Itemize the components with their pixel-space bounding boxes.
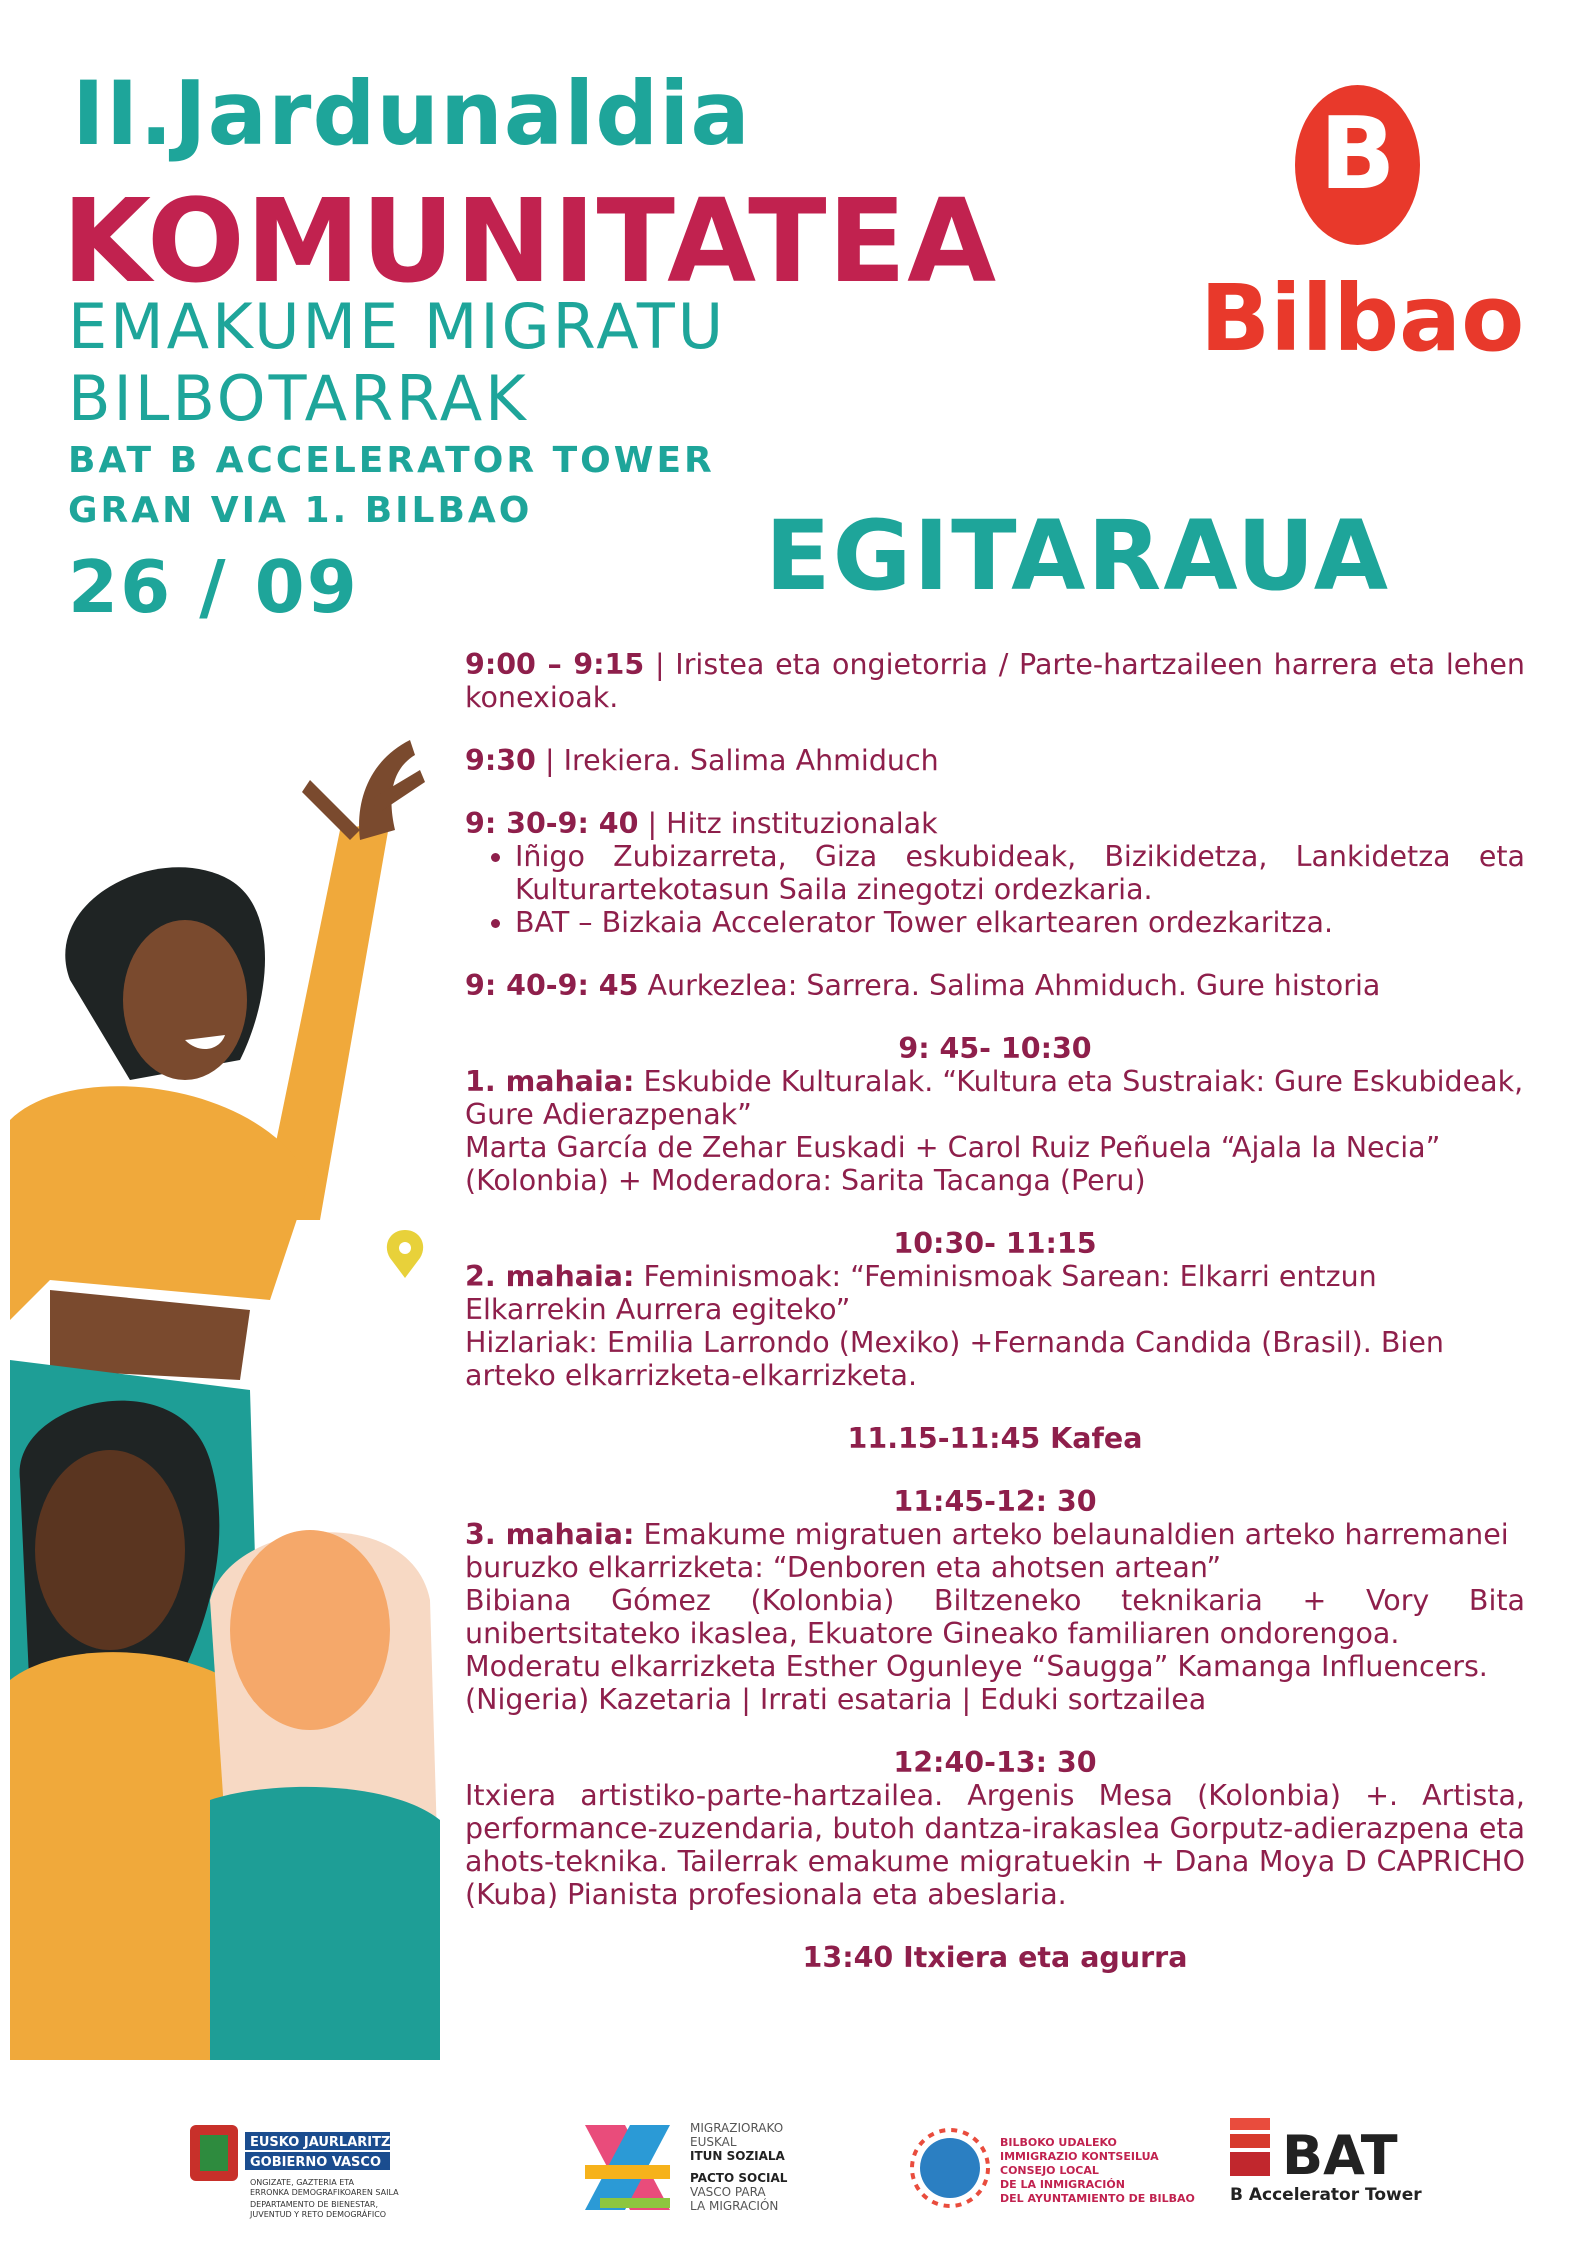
venue-address: GRAN VIA 1. BILBAO [68, 490, 533, 531]
schedule-item-table2 [465, 1227, 1525, 1392]
bil-line4: DE LA INMIGRACIÓN [1000, 2178, 1125, 2191]
immigration-council-logo [912, 2130, 1195, 2206]
bil-line1: BILBOKO UDALEKO [1000, 2136, 1117, 2149]
schedule-text: Itxiera artistiko-parte-hartzailea. Argenis Mesa (Kolonbia) +. Artista, performance-zuzendaria, butoh dantza-irakaslea Gorputz-adierazpena eta ahots-teknika. Tailerrak emakume migratuekin + Dana Moya D CAPRICHO (Kuba) Pianista profesionala eta abeslaria. [465, 1779, 1525, 1911]
schedule-time: 9: 45- 10:30 [898, 1032, 1092, 1065]
schedule-text: Emakume migratuen arteko belaunaldien arteko harremanei buruzko elkarrizketa: “Denboren eta ahotsen artean” [465, 1518, 1509, 1584]
schedule-text: | Iristea eta ongietorria / Parte-hartzaileen harrera eta lehen konexioak. [465, 648, 1525, 714]
schedule-item-coffee [465, 1422, 1525, 1455]
schedule-time: 9:30 [465, 744, 536, 777]
schedule-time: 10:30- 11:15 [893, 1227, 1097, 1260]
speakers-text: Marta García de Zehar Euskadi + Carol Ruiz Peñuela “Ajala la Necia” (Kolonbia) + Moderadora: Sarita Tacanga (Peru) [465, 1131, 1441, 1197]
table-label: 3. mahaia: [465, 1518, 635, 1551]
list-item: • Iñigo Zubizarreta, Giza eskubideak, Bizikidetza, Lankidetza eta Kulturartekotasun Saila zinegotzi ordezkaria. [515, 840, 1525, 906]
schedule-item-table3 [465, 1485, 1525, 1716]
schedule-time: 11:45-12: 30 [893, 1485, 1097, 1518]
mig-line1: MIGRAZIORAKO [690, 2121, 784, 2135]
schedule-item-presenter [465, 969, 1525, 1002]
bat-tagline: B Accelerator Tower [1230, 2185, 1422, 2205]
schedule-item-closing [465, 1941, 1525, 1974]
bil-line2: IMMIGRAZIO KONTSEILUA [1000, 2150, 1159, 2163]
bil-line5: DEL AYUNTAMIENTO DE BILBAO [1000, 2192, 1195, 2205]
speakers-text: Bibiana Gómez (Kolonbia) Biltzeneko teknikaria + Vory Bita unibertsitateko ikaslea, Ekuatore Gineako familiaren ondorengoa. [465, 1584, 1525, 1650]
gv-dept4: JUVENTUD Y RETO DEMOGRÁFICO [250, 2210, 387, 2219]
mig-line4: PACTO SOCIAL [690, 2171, 788, 2185]
schedule-item-institutional [465, 807, 1525, 939]
venue-name: BAT B ACCELERATOR TOWER [68, 440, 715, 481]
schedule-text: Feminismoak: “Feminismoak Sarean: Elkarri entzun Elkarrekin Aurrera egiteko” [465, 1260, 1377, 1326]
schedule-time: 9:00 – 9:15 [465, 648, 645, 681]
event-main-title: KOMUNITATEA [62, 175, 998, 309]
program-heading: EGITARAUA [765, 500, 1390, 612]
schedule-text: Aurkezlea: Sarrera. Salima Ahmiduch. Gure historia [638, 969, 1381, 1002]
schedule-item-arrival [465, 648, 1525, 714]
schedule-text: | Irekiera. Salima Ahmiduch [535, 744, 939, 777]
schedule-time: 9: 30-9: 40 [465, 807, 639, 840]
event-subtitle-line1: EMAKUME MIGRATU [68, 290, 727, 363]
mig-line2: EUSKAL [690, 2135, 737, 2149]
schedule-time: 11.15-11:45 Kafea [847, 1422, 1143, 1455]
mig-line5: VASCO PARA [690, 2185, 766, 2199]
women-illustration [10, 700, 450, 2060]
table-label: 2. mahaia: [465, 1260, 635, 1293]
logo-name: Bilbao [1200, 265, 1525, 372]
schedule-text: | Hitz instituzionalak [638, 807, 938, 840]
table-label: 1. mahaia: [465, 1065, 635, 1098]
mig-line3: ITUN SOZIALA [690, 2149, 785, 2163]
schedule-time: 12:40-13: 30 [893, 1746, 1097, 1779]
program-schedule [465, 648, 1525, 2004]
event-edition-title: II.Jardunaldia [72, 62, 751, 165]
schedule-item-opening [465, 744, 1525, 777]
list-item: • BAT – Bizkaia Accelerator Tower elkartearen ordezkaritza. [515, 906, 1525, 939]
bat-name: BAT [1282, 2124, 1398, 2187]
schedule-item-table1 [465, 1032, 1525, 1197]
schedule-text: Eskubide Kulturalak. “Kultura eta Sustraiak: Gure Eskubideak, Gure Adierazpenak” [465, 1065, 1524, 1131]
gv-dept2: ERRONKA DEMOGRAFIKOAREN SAILA [250, 2188, 399, 2197]
gv-dept3: DEPARTAMENTO DE BIENESTAR, [250, 2200, 378, 2209]
gv-dept1: ONGIZATE, GAZTERIA ETA [250, 2178, 355, 2187]
bat-logo [1230, 2118, 1422, 2205]
schedule-time: 13:40 Itxiera eta agurra [802, 1941, 1188, 1974]
moderator-text: Moderatu elkarrizketa Esther Ogunleye “Saugga” Kamanga Influencers. (Nigeria) Kazetaria | Irrati esataria | Eduki sortzailea [465, 1650, 1488, 1716]
schedule-item-closing-art [465, 1746, 1525, 1911]
schedule-time: 9: 40-9: 45 [465, 969, 639, 1002]
bilbao-logo [1200, 85, 1525, 385]
event-subtitle-line2: BILBOTARRAK [68, 362, 529, 435]
migration-pact-logo [585, 2121, 788, 2213]
bil-line3: CONSEJO LOCAL [1000, 2164, 1099, 2177]
sponsor-logos [0, 2110, 1587, 2230]
gv-line1: EUSKO JAURLARITZA [250, 2135, 401, 2150]
gobierno-vasco-logo [190, 2125, 400, 2219]
speakers-text: Hizlariak: Emilia Larrondo (Mexiko) +Fernanda Candida (Brasil). Bien arteko elkarrizketa-elkarrizketa. [465, 1326, 1444, 1392]
gv-line2: GOBIERNO VASCO [250, 2155, 382, 2170]
speaker-list [465, 840, 1525, 939]
logo-letter: B [1319, 95, 1396, 212]
event-date: 26 / 09 [68, 545, 359, 629]
mig-line6: LA MIGRACIÓN [690, 2199, 779, 2213]
